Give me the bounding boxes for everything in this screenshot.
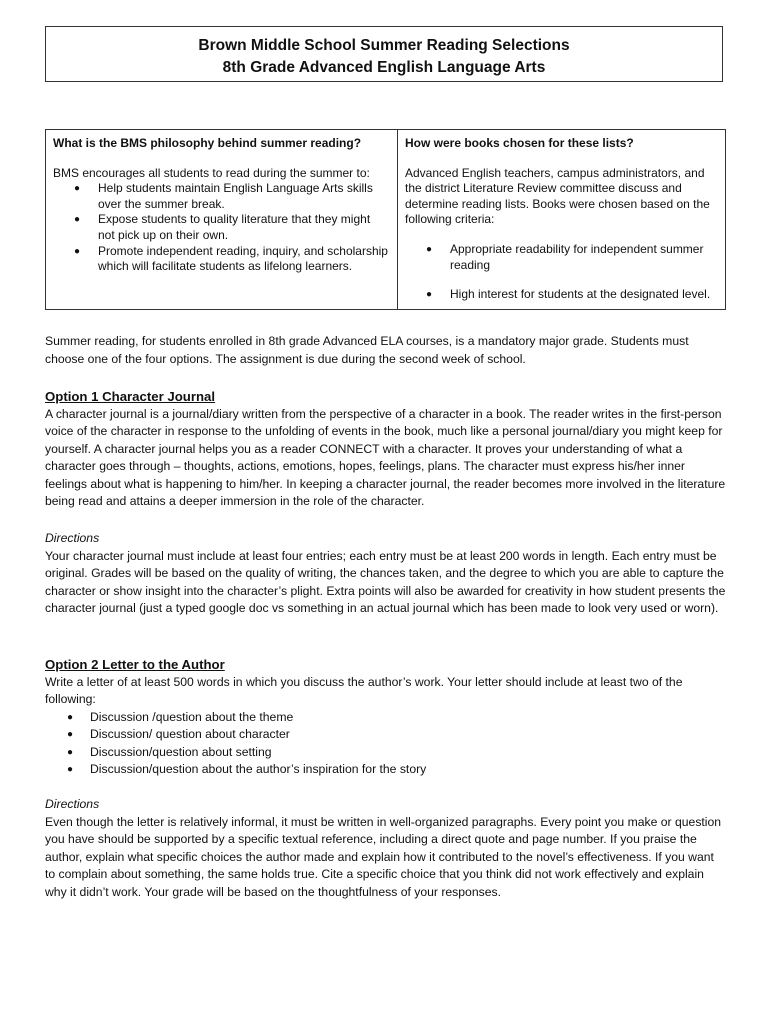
list-item: ● Promote independent reading, inquiry, and scholarship which will facilitate students as lifelong learners.	[98, 244, 390, 275]
criteria-list	[405, 242, 718, 303]
list-item: ● Help students maintain English Language Arts skills over the summer break.	[98, 181, 390, 212]
option1-directions-label: Directions	[45, 531, 100, 545]
list-item: ● Expose students to quality literature that they might not pick up on their own.	[98, 212, 390, 243]
selection-intro: Advanced English teachers, campus administrators, and the district Literature Review committee discuss and determine reading lists. Books were chosen based on the following criteria:	[405, 165, 710, 227]
list-item: ● Appropriate readability for independent summer reading	[450, 242, 718, 273]
option2-directions: Even though the letter is relatively informal, it must be written in well-organized paragraphs. Every point you make or question you have should be supported by a specific textual reference, including a direct quote and page number. If you praise the author, explain what specific choices the author made and explain how it contributed to the novel’s effectiveness. If you want to complain about something, the same holds true. Cite a specific choice that you think did not work effectively and explain why it didn’t work. Your grade will be based on the thoughtfulness of your responses.	[45, 814, 722, 899]
list-item: ● Discussion /question about the theme	[90, 709, 727, 727]
list-item: ● Discussion/ question about character	[90, 726, 727, 744]
summary-paragraph: Summer reading, for students enrolled in 8th grade Advanced ELA courses, is a mandatory major grade. Students must choose one of the four options. The assignment is due during the second week of school.	[45, 334, 689, 366]
option2-body: Write a letter of at least 500 words in which you discuss the author’s work. Your letter should include at least two of the following:	[45, 674, 683, 706]
option1-section	[45, 388, 727, 511]
philosophy-cell	[46, 130, 398, 310]
philosophy-header: What is the BMS philosophy behind summer reading?	[53, 136, 362, 150]
option1-directions-section	[45, 530, 727, 618]
list-item: ● Discussion/question about the author’s inspiration for the story	[90, 761, 727, 779]
list-item: ● High interest for students at the designated level.	[450, 287, 718, 303]
option2-section	[45, 656, 727, 779]
option1-directions: Your character journal must include at least four entries; each entry must be at least 200 words in length. Each entry must be original. Grades will be based on the quality of writing, the chances taken, and the degree to which you are able to capture the character or show insight into the character’s plight. Extra points will also be awarded for creativity in how student presents the character journal (just a typed google doc vs something in an actual journal which has been made to look very used or worn).	[45, 548, 726, 615]
selection-header: How were books chosen for these lists?	[405, 136, 634, 150]
title-line-2: 8th Grade Advanced English Language Arts	[222, 59, 546, 76]
selection-cell	[398, 130, 726, 310]
option2-directions-section	[45, 796, 727, 901]
option1-heading: Option 1 Character Journal	[45, 389, 216, 404]
list-item: ● Discussion/question about setting	[90, 744, 727, 762]
option2-list	[45, 709, 727, 779]
option2-heading: Option 2 Letter to the Author	[45, 657, 225, 672]
philosophy-list	[53, 181, 390, 275]
title-line-1: Brown Middle School Summer Reading Selections	[198, 37, 570, 54]
philosophy-intro: BMS encourages all students to read during the summer to:	[53, 165, 370, 180]
option1-body: A character journal is a journal/diary written from the perspective of a character in a book. The reader writes in the first-person voice of the character in response to the unfolding of events in the book, much like a personal journal/diary you might keep for yourself. A character journal helps you as a reader CONNECT with a character. It proves your understanding of what a character goes through – thoughts, actions, emotions, hopes, feelings, plans. The character must express his/her inner feelings about what is happening to him/her. In keeping a character journal, the reader becomes more involved in the literature being read and attains a deeper immersion in the role of the character.	[45, 406, 726, 508]
title-box	[45, 26, 723, 82]
info-table	[45, 129, 726, 310]
option2-directions-label: Directions	[45, 797, 100, 811]
